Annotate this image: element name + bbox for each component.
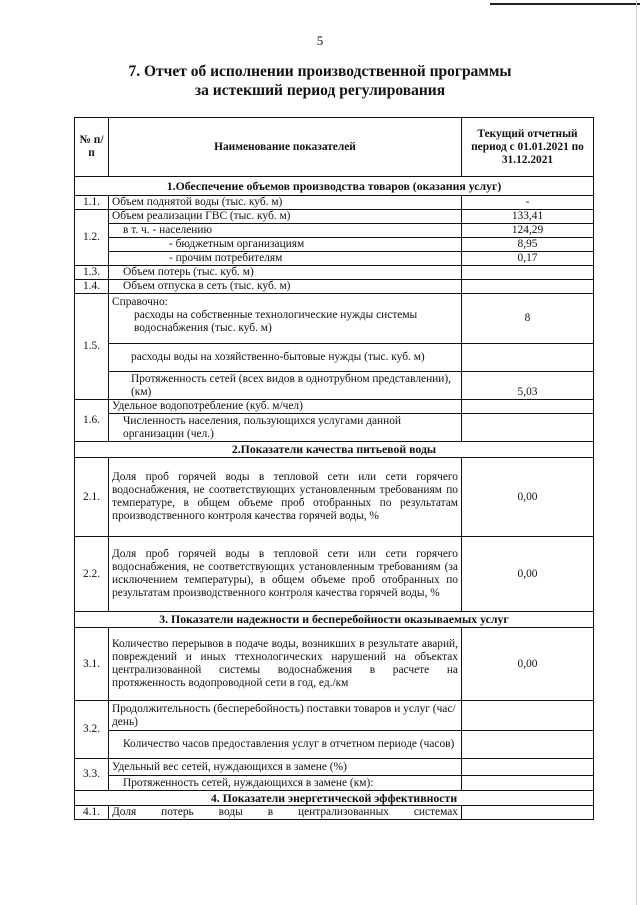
indicator-value	[462, 400, 594, 414]
indicator-value: 0,00	[462, 458, 594, 537]
header-indicator-name: Наименование показателей	[109, 118, 462, 177]
indicator-name: Количество часов предоставления услуг в отчетном периоде (часов)	[109, 731, 462, 759]
indicator-name-group	[109, 294, 462, 344]
indicator-name: расходы на собственные технологические нужды системы водоснабжения (тыс. куб. м)	[134, 309, 418, 334]
row-number: 3.1.	[75, 628, 109, 701]
indicator-name: Объем реализации ГВС (тыс. куб. м)	[109, 210, 462, 224]
table-row	[75, 806, 594, 820]
section-title-3: 3. Показатели надежности и бесперебойности оказываемых услуг	[75, 612, 594, 628]
indicator-value: 0,00	[462, 537, 594, 612]
table-row	[75, 759, 594, 776]
indicator-name: Доля проб горячей воды в тепловой сети или сети горячего водоснабжения, не соответствующих установленным требованиям по температуре, в общем объеме проб отобранных по результатам производственного контроля качества горячей воды, %	[109, 458, 462, 537]
indicator-name: Количество перерывов в подаче воды, возникших в результате аварий, повреждений и иных ттехнологических нарушений на объектах централизованной системы водоснабжения в расчете на протяженность водопроводной сети в год, ед./км	[109, 628, 462, 701]
indicator-name: расходы воды на хозяйственно-бытовые нужды (тыс. куб. м)	[109, 344, 462, 372]
section-row-1	[75, 177, 594, 196]
row-number: 1.6.	[75, 400, 109, 442]
indicator-value	[462, 414, 594, 442]
indicator-name: Объем отпуска в сеть (тыс. куб. м)	[109, 280, 462, 294]
table-row	[75, 266, 594, 280]
indicator-value: 0,00	[462, 628, 594, 701]
row-number: 2.2.	[75, 537, 109, 612]
row-number: 1.1.	[75, 196, 109, 210]
indicator-name: Продолжительность (бесперебойность) поставки товаров и услуг (час/день)	[109, 701, 462, 731]
row-number: 1.3.	[75, 266, 109, 280]
table-row	[75, 628, 594, 701]
indicator-value	[462, 731, 594, 759]
page-edge-line	[636, 0, 637, 905]
reference-label: Справочно:	[112, 296, 168, 308]
indicator-value: -	[462, 196, 594, 210]
report-title-line-1: 7. Отчет об исполнении производственной программы	[128, 63, 512, 80]
indicator-name: Удельный вес сетей, нуждающихся в замене (%)	[109, 759, 462, 776]
table-row	[75, 252, 594, 266]
indicator-value	[462, 701, 594, 731]
row-number: 1.5.	[75, 294, 109, 400]
table-row	[75, 344, 594, 372]
table-row	[75, 537, 594, 612]
table-row	[75, 238, 594, 252]
table-row	[75, 294, 594, 344]
indicator-name: Объем потерь (тыс. куб. м)	[109, 266, 462, 280]
indicator-value	[462, 776, 594, 791]
table-row	[75, 224, 594, 238]
indicator-value: 8,95	[462, 238, 594, 252]
table-row	[75, 280, 594, 294]
table-row	[75, 372, 594, 400]
indicator-value	[462, 759, 594, 776]
indicator-value	[462, 266, 594, 280]
section-title-2: 2.Показатели качества питьевой воды	[75, 442, 594, 458]
section-row-4	[75, 791, 594, 806]
row-number: 2.1.	[75, 458, 109, 537]
table-header-row	[75, 118, 594, 177]
header-current-period: Текущий отчетный период с 01.01.2021 по 31.12.2021	[462, 118, 594, 177]
indicator-value	[462, 280, 594, 294]
indicator-name: Протяженность сетей, нуждающихся в замене (км):	[109, 776, 462, 791]
indicator-name: Протяженность сетей (всех видов в однотрубном представлении), (км)	[109, 372, 462, 400]
indicator-name: Доля потерь воды в централизованных системах	[109, 806, 462, 820]
indicator-value: 133,41	[462, 210, 594, 224]
indicator-name: Доля проб горячей воды в тепловой сети или сети горячего водоснабжения, не соответствующих установленным требованиям (за исключением температуры), в общем объеме проб отобранных по результатам производственного контроля качества горячей воды, %	[109, 537, 462, 612]
indicator-value: 8	[462, 294, 594, 344]
section-title-1: 1.Обеспечение объемов производства товаров (оказания услуг)	[75, 177, 594, 196]
section-title-4: 4. Показатели энергетической эффективности	[75, 791, 594, 806]
table-row	[75, 701, 594, 731]
table-row	[75, 776, 594, 791]
table-row	[75, 414, 594, 442]
indicator-name: Численность населения, пользующихся услугами данной организации (чел.)	[109, 414, 462, 442]
indicator-value: 124,29	[462, 224, 594, 238]
table-row	[75, 731, 594, 759]
row-number: 3.3.	[75, 759, 109, 791]
row-number: 3.2.	[75, 701, 109, 759]
indicator-name: Объем поднятой воды (тыс. куб. м)	[109, 196, 462, 210]
table-row	[75, 210, 594, 224]
table-row	[75, 458, 594, 537]
indicator-name: в т. ч. - населению	[109, 224, 462, 238]
indicator-name: - прочим потребителям	[109, 252, 462, 266]
indicator-value: 5,03	[462, 372, 594, 400]
table-row	[75, 400, 594, 414]
row-number: 1.2.	[75, 210, 109, 266]
row-number: 1.4.	[75, 280, 109, 294]
indicator-name: - бюджетным организациям	[109, 238, 462, 252]
report-title-line-2: за истекший период регулирования	[194, 82, 446, 99]
indicator-value	[462, 344, 594, 372]
top-border-line	[490, 3, 640, 5]
section-row-2	[75, 442, 594, 458]
row-number: 4.1.	[75, 806, 109, 820]
header-number: № п/п	[75, 118, 109, 177]
section-row-3	[75, 612, 594, 628]
indicator-name: Удельное водопотребление (куб. м/чел)	[109, 400, 462, 414]
production-program-report-table	[74, 117, 594, 820]
table-row	[75, 196, 594, 210]
indicator-value: 0,17	[462, 252, 594, 266]
page-number: 5	[316, 33, 324, 48]
indicator-value	[462, 806, 594, 820]
